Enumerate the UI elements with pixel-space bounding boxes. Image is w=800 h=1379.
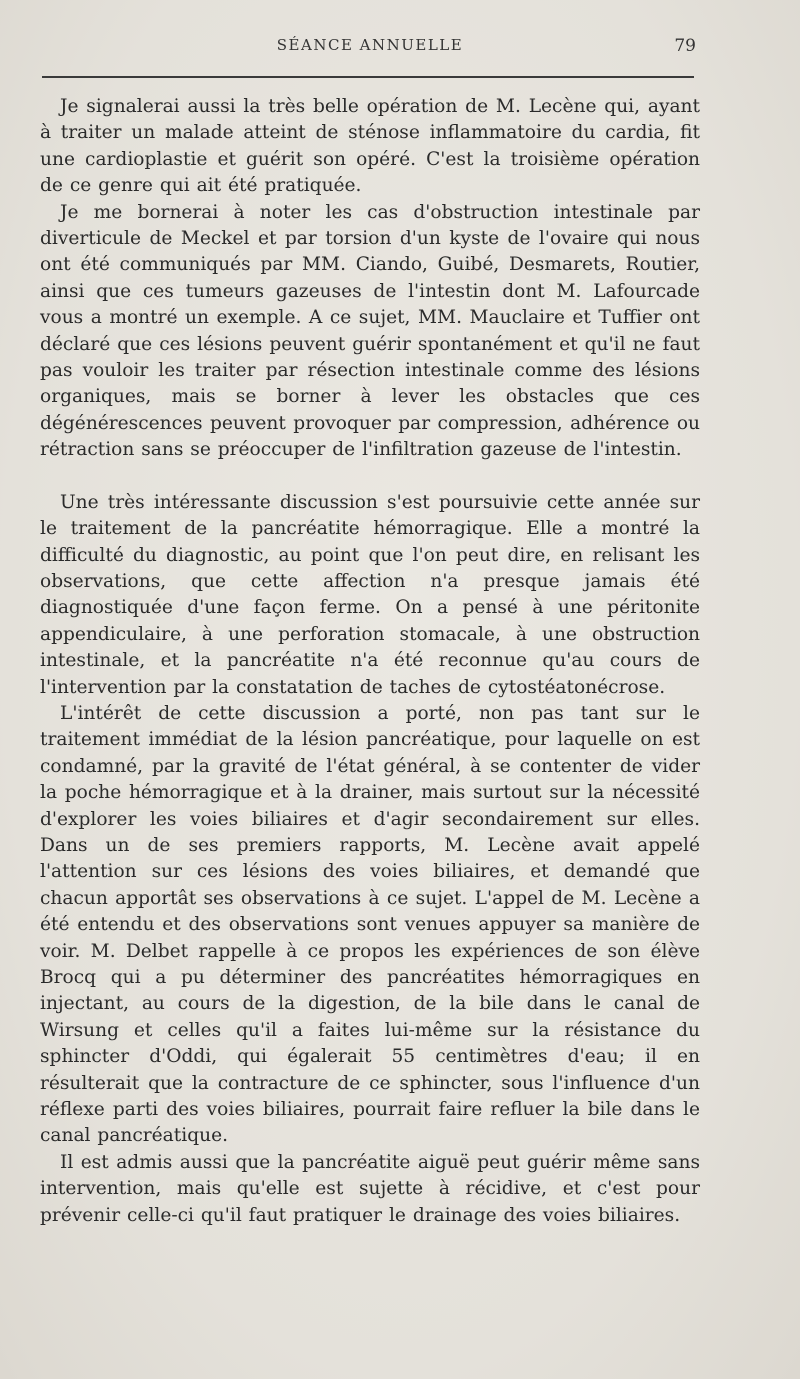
page-number: 79	[674, 36, 696, 56]
paragraph: Il est admis aussi que la pancréatite aiguë peut guérir même sans intervention, mais qu'elle est sujette à récidive, et c'est pour prévenir celle-ci qu'il faut pratiquer le drainage des voies biliaires.	[40, 1151, 700, 1226]
page-header	[40, 36, 700, 60]
paragraph: L'intérêt de cette discussion a porté, non pas tant sur le traitement immédiat de la lésion pancréatique, pour laquelle on est condamné, par la gravité de l'état général, à se contenter de vider la poche hémorragique et à la drainer, mais surtout sur la nécessité d'explorer les voies biliaires et d'agir secondairement sur elles. Dans un de ses premiers rapports, M. Lecène avait appelé l'attention sur ces lésions des voies biliaires, et demandé que chacun apportât ses observations à ce sujet. L'appel de M. Lecène a été entendu et des observations sont venues appuyer sa manière de voir. M. Delbet rappelle à ce propos les expériences de son élève Brocq qui a pu déterminer des pancréatites hémorragiques en injectant, au cours de la digestion, de la bile dans le canal de Wirsung et celles qu'il a faites lui-même sur la résistance du sphincter d'Oddi, qui égalerait 55 centimètres d'eau; il en résulterait que la contracture de ce sphincter, sous l'influence d'un réflexe parti des voies biliaires, pourrait faire refluer la bile dans le canal pancréatique.	[40, 702, 700, 1147]
paragraph: Je signalerai aussi la très belle opération de M. Lecène qui, ayant à traiter un malade atteint de sténose inflammatoire du cardia, fit une cardioplastie et guérit son opéré. C'est la troisième opération de ce genre qui ait été pratiquée.	[40, 96, 700, 197]
body-text	[40, 94, 700, 1229]
paragraph: Une très intéressante discussion s'est poursuivie cette année sur le traitement de la pancréatite hémorragique. Elle a montré la difficulté du diagnostic, au point que l'on peut dire, en relisant les observations, que cette affection n'a presque jamais été diagnostiquée d'une façon ferme. On a pensé à une péritonite appendiculaire, à une perforation stomacale, à une obstruction intestinale, et la pancréatite n'a été reconnue qu'au cours de l'intervention par la constatation de taches de cytostéatonécrose.	[40, 491, 700, 698]
paragraph: Je me bornerai à noter les cas d'obstruction intestinale par diverticule de Meckel et par torsion d'un kyste de l'ovaire qui nous ont été communiqués par MM. Ciando, Guibé, Desmarets, Routier, ainsi que ces tumeurs gazeuses de l'intestin dont M. Lafourcade vous a montré un exemple. A ce sujet, MM. Mauclaire et Tuffier ont déclaré que ces lésions peuvent guérir spontanément et qu'il ne faut pas vouloir les traiter par résection intestinale comme des lésions organiques, mais se borner à lever les obstacles que ces dégénérescences peuvent provoquer par compression, adhérence ou rétraction sans se préoccuper de l'infiltration gazeuse de l'intestin.	[40, 201, 700, 461]
header-rule	[42, 76, 694, 78]
running-title: SÉANCE ANNUELLE	[276, 36, 464, 54]
